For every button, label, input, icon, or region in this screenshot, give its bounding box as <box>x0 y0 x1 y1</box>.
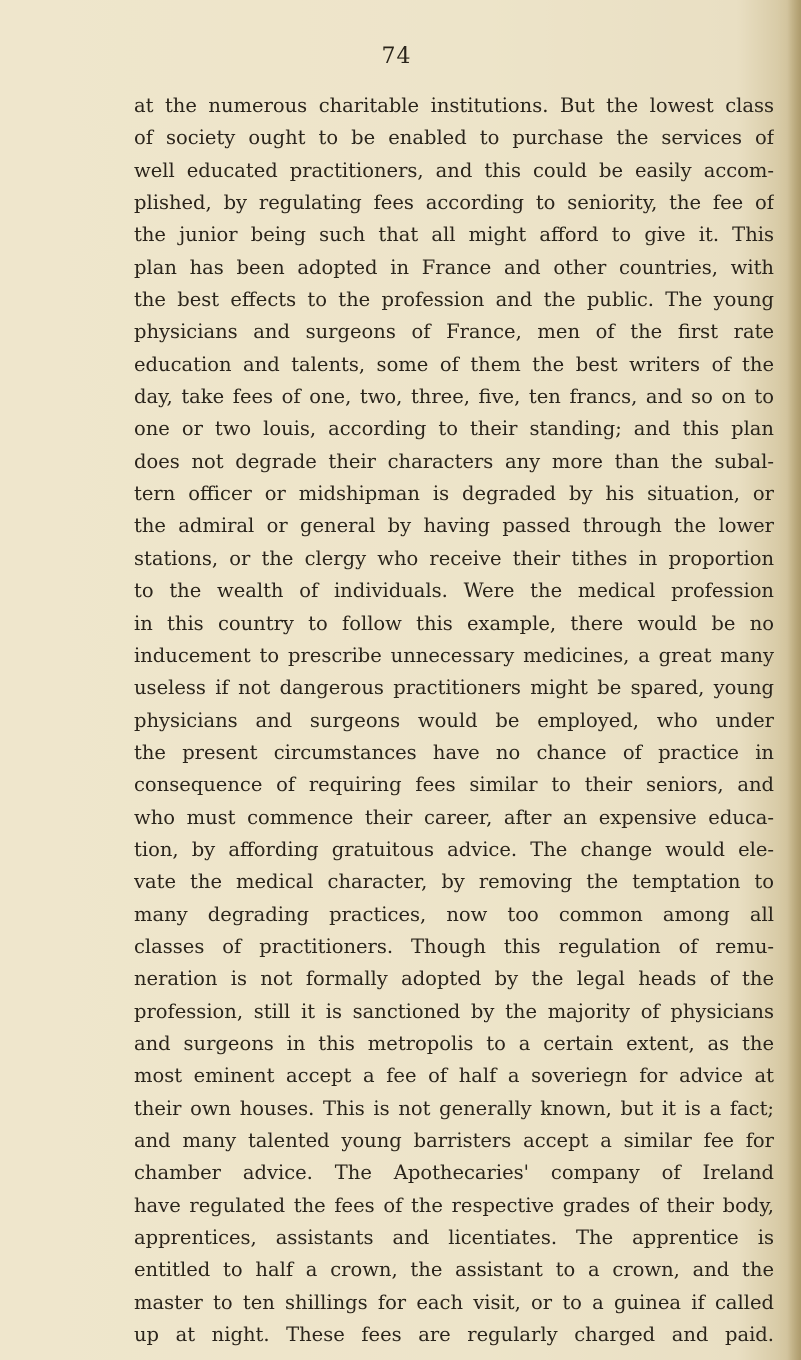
text-line: day, take fees of one, two, three, five, ten francs, and so on to <box>134 385 774 409</box>
text-line: and many talented young barristers accept a similar fee for <box>134 1129 774 1152</box>
text-line: of society ought to be enabled to purchase the services of <box>134 126 774 150</box>
text-line: classes of practitioners. Though this regulation of remu- <box>134 934 774 958</box>
text-line: at the numerous charitable institutions. But the lowest class <box>134 94 774 117</box>
text-line: inducement to prescribe unnecessary medicines, a great many <box>134 643 774 667</box>
text-line: useless if not dangerous practitioners might be spared, young <box>134 676 774 700</box>
text-line: physicians and surgeons would be employed, who under <box>134 708 774 732</box>
text-line: consequence of requiring fees similar to their seniors, and <box>134 773 774 797</box>
text-line: well educated practitioners, and this could be easily accom- <box>134 158 774 182</box>
text-line: many degrading practices, now too common among all <box>134 902 774 926</box>
text-line: tion, by affording gratuitous advice. The change would ele- <box>134 837 774 861</box>
page-edge-shadow <box>787 0 801 1360</box>
text-line: plished, by regulating fees according to seniority, the fee of <box>134 191 774 215</box>
text-line: education and talents, some of them the best writers of the <box>134 352 774 376</box>
text-line: profession, still it is sanctioned by the majority of physicians <box>134 999 774 1023</box>
body-text <box>134 90 774 1351</box>
text-line: does not degrade their characters any more than the subal- <box>134 449 774 473</box>
page-number: 74 <box>381 44 412 69</box>
text-line: master to ten shillings for each visit, or to a guinea if called <box>134 1290 774 1314</box>
text-line: who must commence their career, after an expensive educa- <box>134 805 774 829</box>
text-line: up at night. These fees are regularly charged and paid. <box>134 1323 774 1347</box>
text-line: plan has been adopted in France and other countries, with <box>134 255 774 279</box>
text-line: vate the medical character, by removing the temptation to <box>134 870 774 894</box>
text-line: and surgeons in this metropolis to a certain extent, as the <box>134 1031 774 1055</box>
text-line: tern officer or midshipman is degraded by his situation, or <box>134 482 774 506</box>
text-line: their own houses. This is not generally known, but it is a fact; <box>134 1096 774 1120</box>
text-line: stations, or the clergy who receive their tithes in proportion <box>134 546 774 570</box>
text-line: in this country to follow this example, there would be no <box>134 611 774 635</box>
text-line: apprentices, assistants and licentiates. The apprentice is <box>134 1226 774 1250</box>
text-line: neration is not formally adopted by the legal heads of the <box>134 967 774 991</box>
text-line: have regulated the fees of the respective grades of their body, <box>134 1193 774 1217</box>
text-line: entitled to half a crown, the assistant to a crown, and the <box>134 1258 774 1282</box>
text-line: the junior being such that all might afford to give it. This <box>134 223 774 247</box>
text-line: physicians and surgeons of France, men of the first rate <box>134 320 774 344</box>
text-line: the best effects to the profession and the public. The young <box>134 288 774 312</box>
text-line: to the wealth of individuals. Were the medical profession <box>134 579 774 603</box>
text-line: most eminent accept a fee of half a soveriegn for advice at <box>134 1064 774 1088</box>
text-line: the admiral or general by having passed through the lower <box>134 514 774 538</box>
text-line: one or two louis, according to their standing; and this plan <box>134 417 774 441</box>
text-line: the present circumstances have no chance of practice in <box>134 740 774 764</box>
text-line: chamber advice. The Apothecaries' company of Ireland <box>134 1161 774 1185</box>
